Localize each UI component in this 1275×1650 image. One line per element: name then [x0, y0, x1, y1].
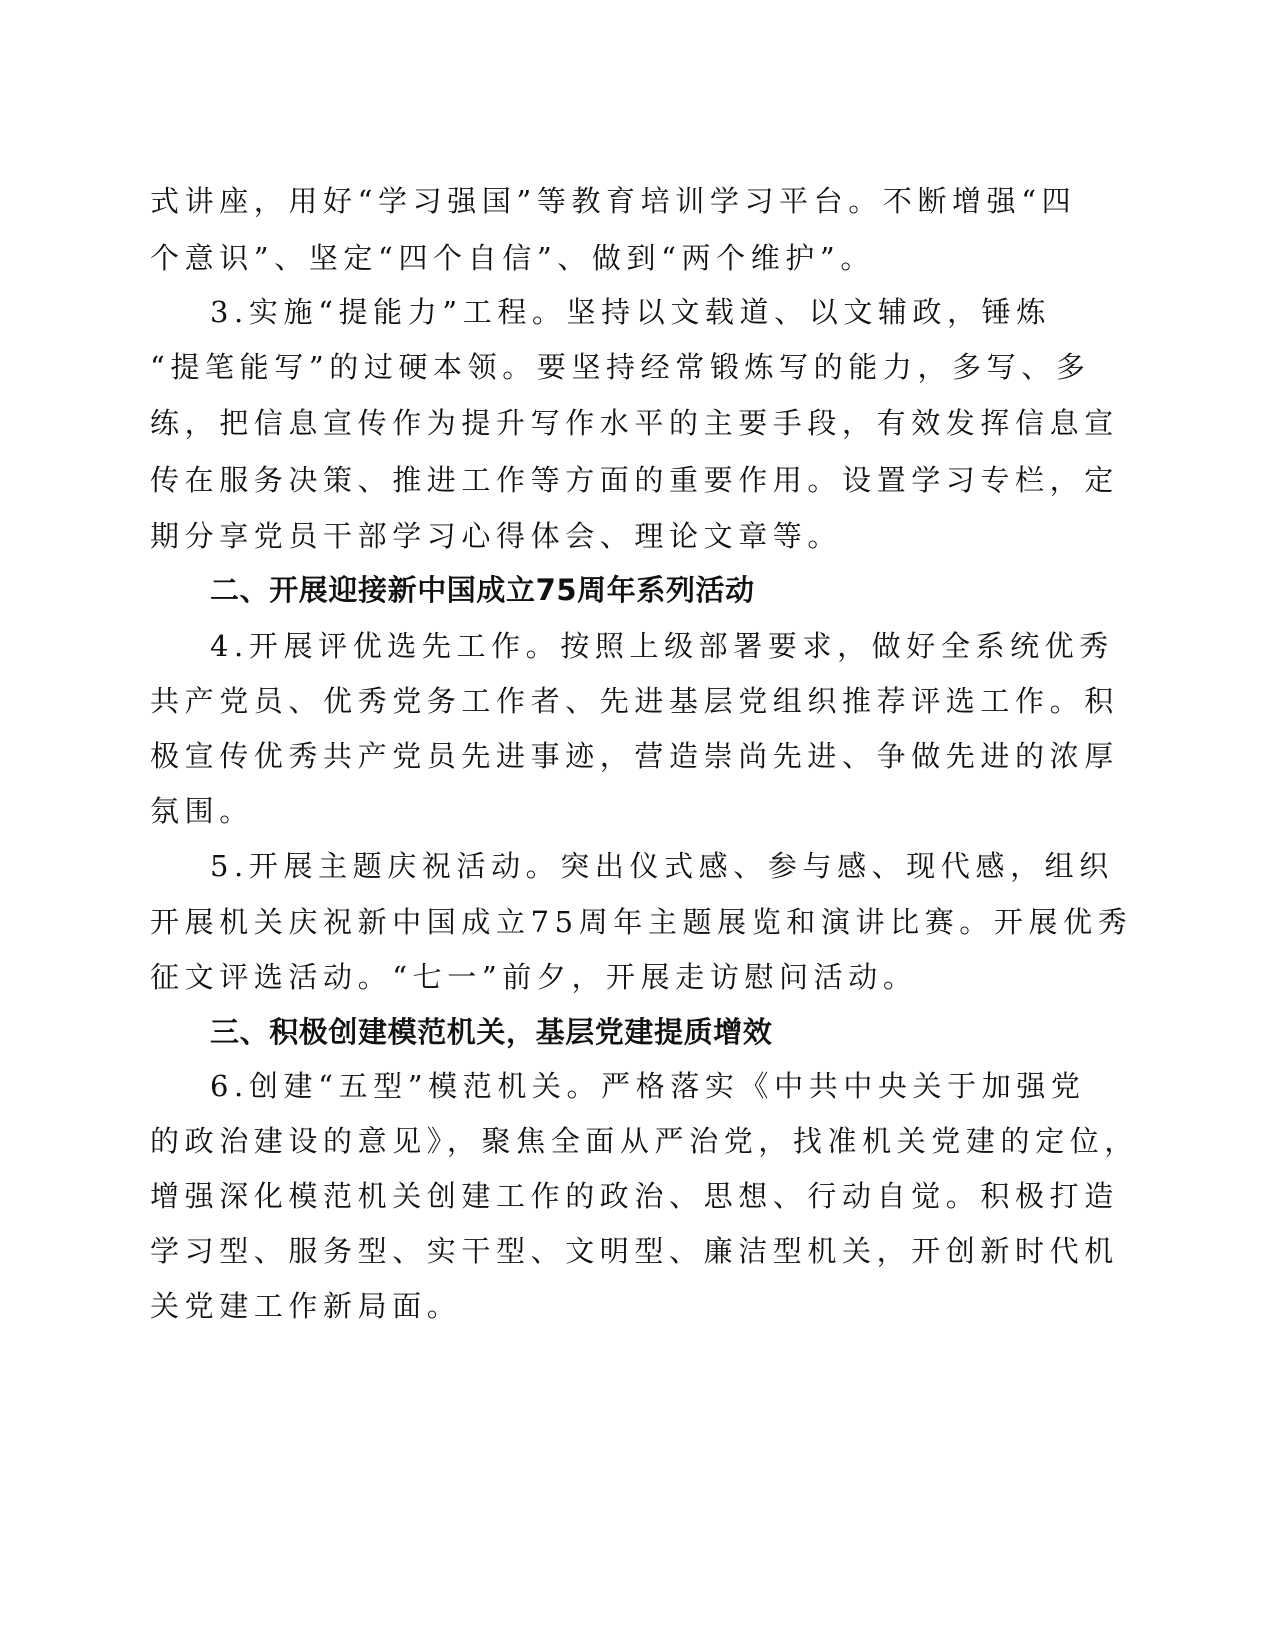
body-text-line: 式讲座，用好“学习强国”等教育培训学习平台。不断增强“四 [150, 184, 1077, 218]
body-text-line: 期分享党员干部学习心得体会、理论文章等。 [150, 519, 843, 553]
paragraph-4-start: 4.开展评优选先工作。按照上级部署要求，做好全系统优秀 [210, 629, 1114, 663]
paragraph-5-start: 5.开展主题庆祝活动。突出仪式感、参与感、现代感，组织 [210, 849, 1114, 883]
body-text-line: 关党建工作新局面。 [150, 1289, 462, 1323]
body-text-line: 极宣传优秀共产党员先进事迹，营造崇尚先进、争做先进的浓厚 [150, 739, 1119, 773]
body-text-line: 开展机关庆祝新中国成立75周年主题展览和演讲比赛。开展优秀 [150, 905, 1133, 939]
body-text-line: 学习型、服务型、实干型、文明型、廉洁型机关，开创新时代机 [150, 1234, 1119, 1268]
body-text-line: 传在服务决策、推进工作等方面的重要作用。设置学习专栏，定 [150, 463, 1119, 497]
paragraph-3-start: 3.实施“提能力”工程。坚持以文载道、以文辅政，锤炼 [210, 295, 1051, 329]
body-text-line: 氛围。 [150, 794, 254, 828]
paragraph-6-start: 6.创建“五型”模范机关。严格落实《中共中央关于加强党 [210, 1069, 1086, 1103]
body-text-line: 增强深化模范机关创建工作的政治、思想、行动自觉。积极打造 [150, 1179, 1119, 1213]
body-text-line: 征文评选活动。“七一”前夕，开展走访慰问活动。 [150, 960, 918, 994]
body-text-line: 共产党员、优秀党务工作者、先进基层党组织推荐评选工作。积 [150, 684, 1119, 718]
body-text-line: 练，把信息宣传作为提升写作水平的主要手段，有效发挥信息宣 [150, 406, 1119, 440]
section-heading-3: 三、积极创建模范机关，基层党建提质增效 [210, 1015, 773, 1049]
body-text-line: 个意识”、坚定“四个自信”、做到“两个维护”。 [150, 241, 875, 275]
section-heading-2: 二、开展迎接新中国成立75周年系列活动 [210, 573, 755, 607]
body-text-line: “提笔能写”的过硬本领。要坚持经常锻炼写的能力，多写、多 [150, 350, 1091, 384]
body-text-line: 的政治建设的意见》，聚焦全面从严治党，找准机关党建的定位， [150, 1124, 1139, 1158]
